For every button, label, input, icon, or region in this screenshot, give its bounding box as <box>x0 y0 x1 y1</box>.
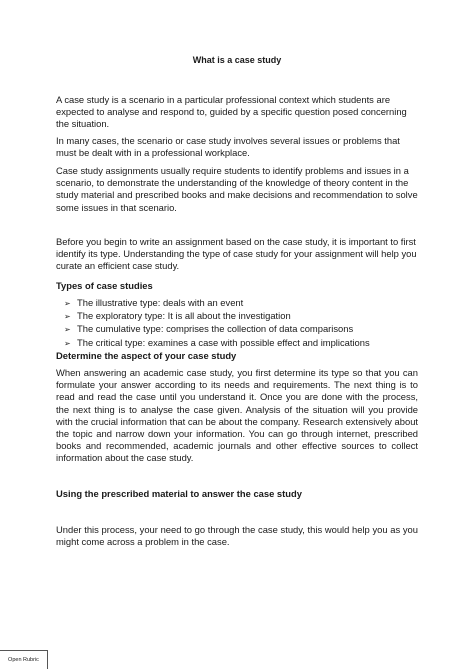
heading-types: Types of case studies <box>56 280 153 291</box>
page-title: What is a case study <box>192 55 282 65</box>
list-item <box>64 337 370 350</box>
arrow-bullet-icon: ➢ <box>64 325 71 335</box>
paragraph-assignments: Case study assignments usually require students to identify problems and issues in a scenario, to demonstrate the understanding of the knowledge of theory content in the study material and prescribed books and make decisions and recommendation to solve some issues in that scenario. <box>56 165 418 213</box>
heading-prescribed-material: Using the prescribed material to answer the case study <box>56 488 302 499</box>
types-list <box>64 297 370 350</box>
list-item-text: The illustrative type: deals with an event <box>77 297 244 308</box>
paragraph-before-you-begin: Before you begin to write an assignment based on the case study, it is important to first identify its type. Understanding the type of case study for your assignment will help you curate an efficient case study. <box>56 236 417 272</box>
arrow-bullet-icon: ➢ <box>64 338 71 348</box>
paragraph-scenario: In many cases, the scenario or case study involves several issues or problems that must be dealt with in a professional workplace. <box>56 135 400 159</box>
list-item <box>64 323 370 336</box>
list-item-text: The cumulative type: comprises the collection of data comparisons <box>77 323 354 335</box>
heading-aspect: Determine the aspect of your case study <box>56 350 237 361</box>
list-item <box>64 297 370 310</box>
paragraph-aspect: When answering an academic case study, you first determine its type so that you can formulate your answer according to its needs and requirements. The next thing is to read and read the case until you understand it. Once you are done with the process, the next thing is to analyse the case given. Analysis of the situation will you provide with the crucial information that can be about the company. Research extensively about the topic and narrow down your information. You can go through internet, prescribed books and recommended, academic journals and other effective sources to collect information about the case study. <box>56 367 419 464</box>
list-item <box>64 310 370 323</box>
arrow-bullet-icon: ➢ <box>64 312 71 322</box>
paragraph-definition: A case study is a scenario in a particular professional context which students are expected to analyse and respond to, guided by a specific question posed concerning the situation. <box>56 94 407 130</box>
list-item-text: The exploratory type: It is all about the investigation <box>77 310 291 322</box>
list-item-text: The critical type: examines a case with possible effect and implications <box>77 336 370 348</box>
paragraph-prescribed-material: Under this process, your need to go through the case study, this would help you as you might come across a problem in the case. <box>56 524 418 548</box>
open-rubric-button[interactable]: Open Rubric <box>0 650 48 669</box>
arrow-bullet-icon: ➢ <box>64 299 71 308</box>
